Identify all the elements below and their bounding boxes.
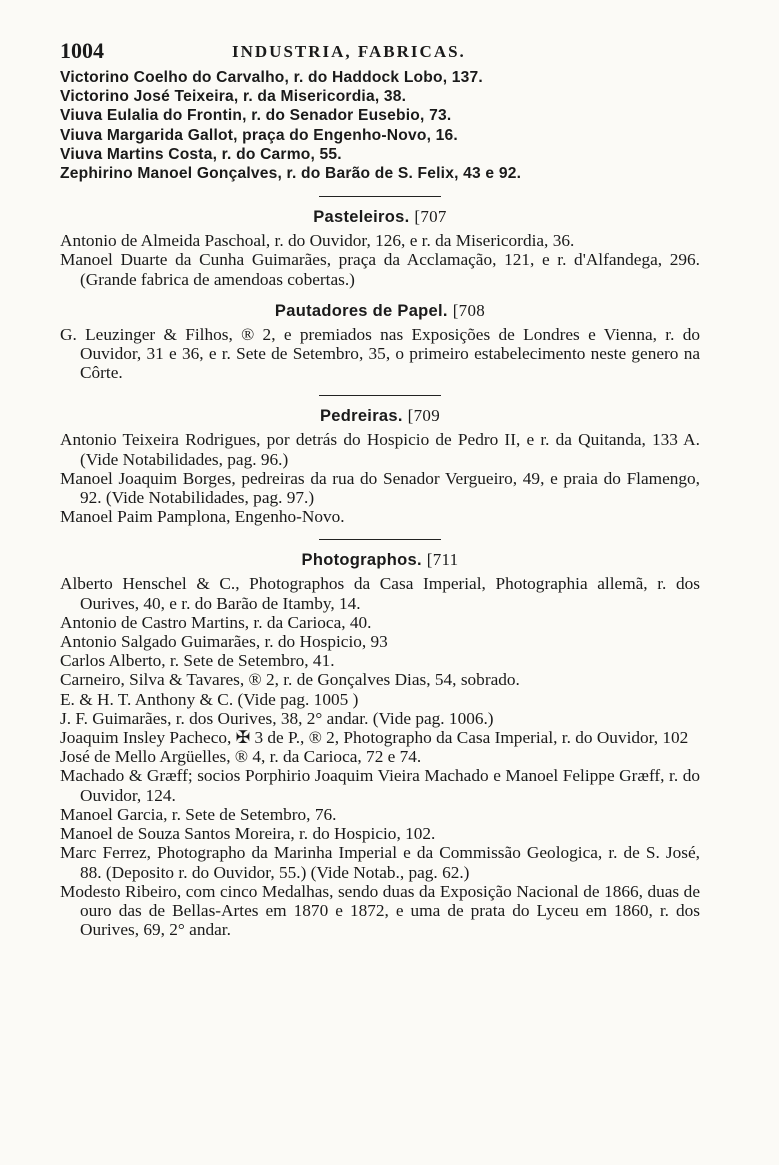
section-divider (319, 539, 441, 540)
list-item: Manoel de Souza Santos Moreira, r. do Hospicio, 102. (60, 824, 436, 844)
list-item: Manoel Joaquim Borges, pedreiras da rua do Senador Vergueiro, 49, e praia do Flamengo, 92. (Vide Notabilidades, pag. 97.) (60, 468, 700, 508)
section-code: [708 (452, 300, 486, 320)
list-item: Carneiro, Silva & Tavares, ® 2, r. de Gonçalves Dias, 54, sobrado. (60, 670, 520, 690)
list-item: Viuva Eulalia do Frontin, r. do Senador Eusebio, 73. (60, 107, 452, 125)
list-item: Antonio de Almeida Paschoal, r. do Ouvidor, 126, e r. da Misericordia, 36. (60, 231, 575, 251)
list-item: Manoel Garcia, r. Sete de Setembro, 76. (60, 804, 337, 824)
list-item: Carlos Alberto, r. Sete de Setembro, 41. (60, 651, 335, 671)
section-title-pautadores (60, 301, 700, 321)
list-item: Marc Ferrez, Photographo da Marinha Imperial e da Commissão Geologica, r. de S. José, 88. (Deposito r. do Ouvidor, 55.) (Vide Notab., pag. 62.) (60, 843, 700, 882)
section-title-photographos (60, 550, 700, 570)
list-item: J. F. Guimarães, r. dos Ourives, 38, 2° andar. (Vide pag. 1006.) (60, 708, 494, 728)
section-title-text: Photographos. (301, 551, 422, 570)
list-item: Victorino Coelho do Carvalho, r. do Haddock Lobo, 137. (60, 69, 483, 86)
section-code: [709 (407, 406, 441, 426)
list-item: Modesto Ribeiro, com cinco Medalhas, sendo duas da Exposição Nacional de 1866, duas de ouro das de Bellas-Artes em 1870 e 1872, e uma de prata do Lyceu em 1860, r. dos Ourives, 69, 2° andar. (60, 881, 700, 940)
section-divider (319, 196, 441, 197)
list-item: Viuva Margarida Gallot, praça do Engenho-Novo, 16. (60, 126, 458, 144)
list-item: Viuva Martins Costa, r. do Carmo, 55. (60, 145, 342, 163)
list-item: Antonio Salgado Guimarães, r. do Hospicio, 93 (60, 632, 388, 652)
list-item: Alberto Henschel & C., Photographos da Casa Imperial, Photographia allemã, r. dos Ourives, 40, e r. do Barão de Itamby, 14. (60, 574, 700, 613)
list-item: Manoel Duarte da Cunha Guimarães, praça da Acclamação, 121, e r. d'Alfandega, 296. (Grande fabrica de amendoas cobertas.) (60, 250, 700, 289)
list-item: Antonio Teixeira Rodrigues, por detrás do Hospicio de Pedro II, e r. da Quitanda, 133 A. (Vide Notabilidades, pag. 96.) (60, 430, 700, 469)
list-item: Joaquim Insley Pacheco, ✠ 3 de P., ® 2, Photographo da Casa Imperial, r. do Ouvidor, 102 (60, 728, 689, 748)
list-item: G. Leuzinger & Filhos, ® 2, e premiados nas Exposições de Londres e Vienna, r. do Ouvidor, 31 e 36, e r. Sete de Setembro, 35, o primeiro estabelecimento neste genero na Côrte. (60, 324, 700, 383)
section-title-pasteleiros (60, 207, 700, 227)
section-title-text: Pautadores de Papel. (274, 301, 448, 320)
list-item: E. & H. T. Anthony & C. (Vide pag. 1005 ) (60, 689, 359, 709)
top-entries (60, 68, 700, 183)
list-item: José de Mello Argüelles, ® 4, r. da Carioca, 72 e 74. (60, 747, 422, 767)
section-title-text: Pedreiras. (319, 407, 403, 426)
directory-page (60, 36, 700, 939)
section-code: [711 (426, 550, 459, 570)
list-item: Manoel Paim Pamplona, Engenho-Novo. (60, 507, 345, 527)
section-title-text: Pasteleiros. (313, 208, 410, 227)
section-divider (319, 395, 441, 396)
list-item: Antonio de Castro Martins, r. da Carioca, 40. (60, 612, 372, 632)
section-title-pedreiras (60, 406, 700, 426)
page-number: 1004 (60, 38, 104, 63)
list-item: Machado & Græff; socios Porphirio Joaquim Vieira Machado e Manoel Felippe Græff, r. do Ouvidor, 124. (60, 766, 700, 805)
running-head: INDUSTRIA, FABRICAS. (232, 42, 466, 61)
list-item: Zephirino Manoel Gonçalves, r. do Barão de S. Felix, 43 e 92. (60, 165, 522, 183)
page-header (60, 36, 700, 68)
list-item: Victorino José Teixeira, r. da Misericordia, 38. (60, 88, 407, 106)
section-code: [707 (414, 207, 447, 227)
